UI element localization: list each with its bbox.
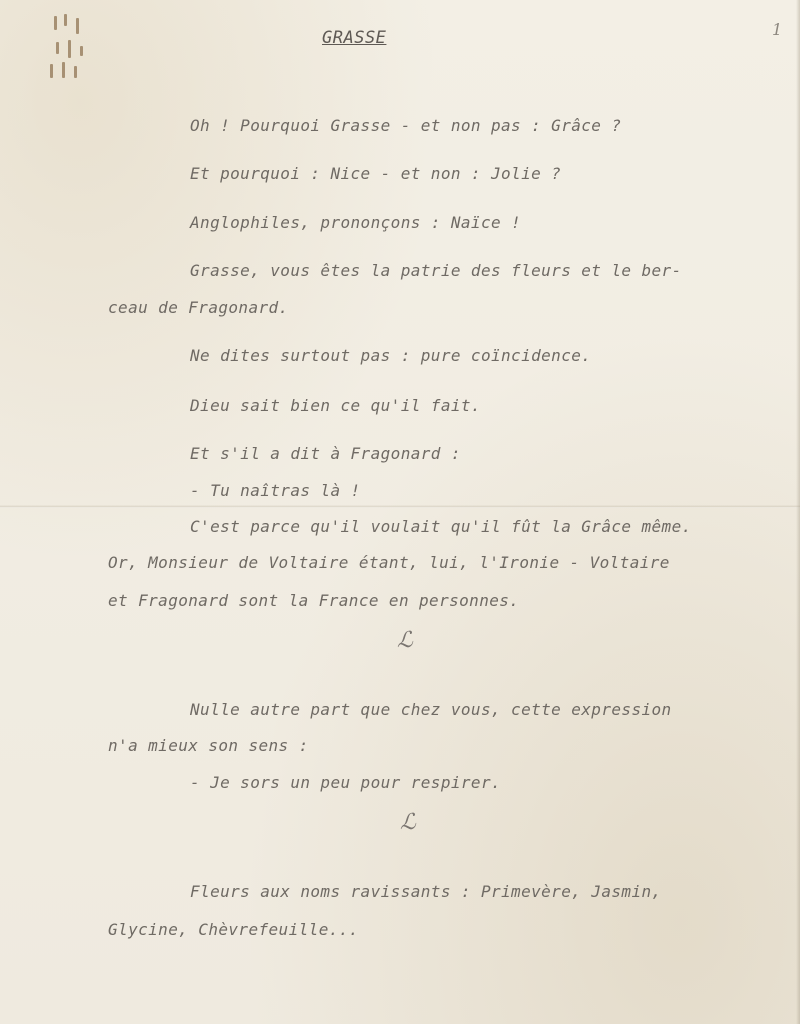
- paper-edge: [796, 0, 800, 1024]
- text-line: Grasse, vous êtes la patrie des fleurs et le ber-: [190, 261, 682, 280]
- section-separator: ℒ: [397, 628, 413, 653]
- text-line: Anglophiles, prononçons : Naïce !: [190, 213, 522, 232]
- text-line: Oh ! Pourquoi Grasse - et non pas : Grâce ?: [190, 116, 622, 135]
- text-line: Ne dites surtout pas : pure coïncidence.: [190, 346, 592, 365]
- text-line: et Fragonard sont la France en personnes.: [108, 591, 520, 610]
- staple-marks: [46, 12, 90, 82]
- text-line: - Je sors un peu pour respirer.: [190, 773, 502, 792]
- text-line: Or, Monsieur de Voltaire étant, lui, l'Ironie - Voltaire: [108, 553, 670, 572]
- text-line: Fleurs aux noms ravissants : Primevère, Jasmin,: [190, 882, 662, 901]
- text-line: ceau de Fragonard.: [108, 298, 289, 317]
- text-line: Nulle autre part que chez vous, cette expression: [190, 700, 672, 719]
- text-line: Glycine, Chèvrefeuille...: [108, 920, 359, 939]
- text-line: Et pourquoi : Nice - et non : Jolie ?: [190, 164, 562, 183]
- paper-fold: [0, 505, 800, 508]
- text-line: Dieu sait bien ce qu'il fait.: [190, 396, 481, 415]
- text-line: - Tu naîtras là !: [190, 481, 361, 500]
- page-number: 1: [772, 20, 783, 39]
- text-line: Et s'il a dit à Fragonard :: [190, 444, 461, 463]
- text-line: n'a mieux son sens :: [108, 736, 309, 755]
- text-line: C'est parce qu'il voulait qu'il fût la Grâce même.: [190, 517, 692, 536]
- document-title: GRASSE: [322, 28, 387, 48]
- section-separator: ℒ: [400, 810, 416, 835]
